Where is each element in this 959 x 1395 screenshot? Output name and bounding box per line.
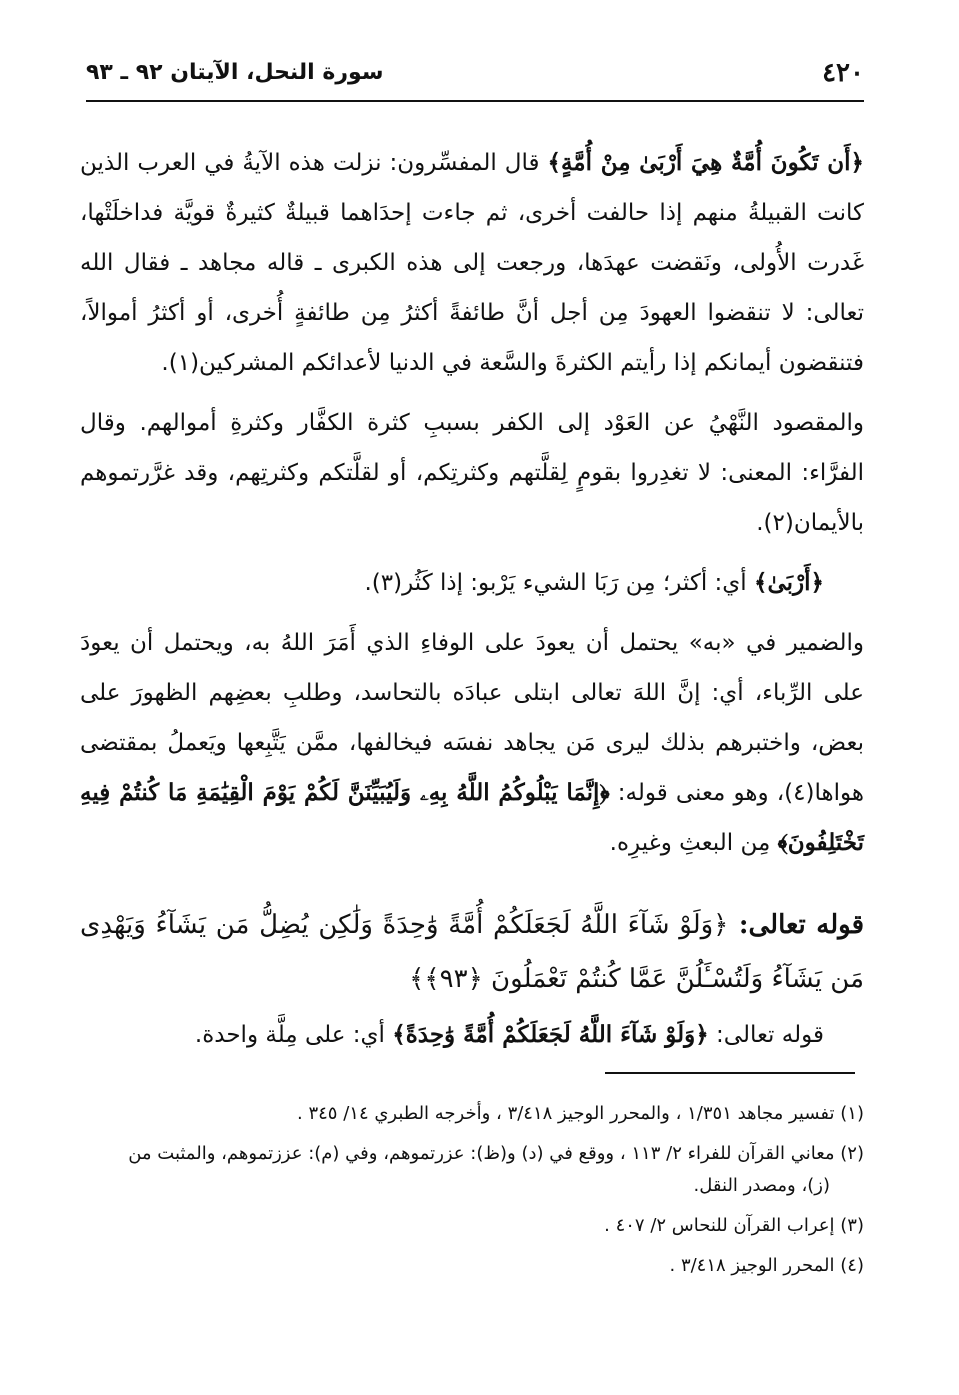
footnote-1 (80, 1098, 864, 1130)
page-header (86, 58, 864, 98)
quran-quote: ﴿أَن تَكُونَ أُمَّةٌ هِيَ أَرْبَىٰ مِنْ أُمَّةٍ﴾ (547, 149, 864, 176)
footnotes (80, 1098, 864, 1290)
footnote-text: (٣) إعراب القرآن للنحاس ٢/ ٤٠٧ . (604, 1215, 864, 1236)
quran-quote: ﴿إِنَّمَا يَبْلُوكُمُ اللَّهُ بِهِۦ وَلَيُبَيِّنَنَّ لَكُمْ يَوْمَ الْقِيَٰمَةِ مَا كُنتُمْ فِيهِ تَخْتَلِفُونَ﴾ (80, 779, 864, 856)
paragraph-1 (80, 138, 864, 388)
paragraph-text: قال المفسِّرون: نزلت هذه الآيةُ في العرب الذين كانت القبيلةُ منهم إذا حالفت أخرى، ثم جاءت إحدَاهما قبيلةٌ كثيرةٌ قويَّة فداخلَتْها، غَدرت الأُولى، ونَقضت عهدَها، ورجعت إلى هذه الكبرى ـ قاله مجاهد ـ فقال الله تعالى: لا تنقضوا العهودَ مِن أجل أنَّ طائفةً أكثرُ مِن طائفةٍ أُخرى، أو أكثرُ أموالاً، فتنقضون أيمانكم إذا رأيتم الكثرةَ والسَّعة في الدنيا لأعدائكم المشركين(١). (80, 150, 864, 376)
verse-note-lead: قوله تعالى: (708, 1022, 824, 1048)
paragraph-2 (80, 398, 864, 548)
page-number: ٤٢٠ (822, 58, 864, 88)
verse-heading-text: ﴿وَلَوْ شَآءَ اللَّهُ لَجَعَلَكُمْ أُمَّةً وَٰحِدَةً وَلَٰكِن يُضِلُّ مَن يَشَآءُ وَيَهْدِى مَن يَشَآءُ وَلَتُسْـَٔلُنَّ عَمَّا كُنتُمْ تَعْمَلُونَ ﴿٩٣﴾﴾ (80, 910, 864, 994)
quran-quote: ﴿أَرْبَىٰ﴾ (753, 569, 824, 596)
footnote-text: (٢) معاني القرآن للفراء ٢/ ١١٣ ، ووقع في (د) و(ظ): عزرتموهم، وفي (م): عززتموهم، والمثبت من (128, 1143, 864, 1164)
verse-heading-lead: قوله تعالى: (728, 910, 865, 940)
verse-heading (80, 898, 864, 1006)
paragraph-3 (80, 558, 864, 608)
verse-commentary (80, 1010, 864, 1060)
paragraph-4 (80, 618, 864, 868)
paragraph-text: والضمير في «به» يحتمل أن يعودَ على الوفاءِ الذي أَمَرَ اللهُ به، ويحتمل أن يعودَ على الرِّباء، أي: إنَّ اللهَ تعالى ابتلى عبادَه بالتحاسد، وطلبِ بعضِهم الظهورَ على بعض، واختبرهم بذلك ليرى مَن يجاهد نفسَه فيخالفها، ممَّن يَتَّبِعها ويَعملُ بمقتضى هواها(٤)، وهو معنى قوله: (80, 630, 865, 806)
footnote-text: (٤) المحرر الوجيز ٣/٤١٨ . (669, 1255, 864, 1276)
footnote-4 (80, 1250, 864, 1282)
footnote-divider (605, 1072, 855, 1074)
header-divider (86, 100, 864, 102)
footnote-text: (١) تفسير مجاهد ١/٣٥١ ، والمحرر الوجيز ٣/٤١٨ ، وأخرجه الطبري ١٤/ ٣٤٥ . (297, 1103, 864, 1124)
footnote-3 (80, 1210, 864, 1242)
paragraph-text: والمقصود النَّهْيُ عن العَوْد إلى الكفر بسببِ كثرة الكفَّار وكثرةِ أموالهم. وقال الفرَّاء: المعنى: لا تغدِروا بقومٍ لِقلَّتهم وكثرتِكم، أو لقلَّتكم وكثرتِهم، وقد غرَّرتموهم بالأيمان(٢). (80, 410, 864, 536)
quran-quote: ﴿وَلَوْ شَآءَ اللَّهُ لَجَعَلَكُمْ أُمَّةً وَٰحِدَةً﴾ (392, 1021, 709, 1048)
footnote-continuation: (ز)، ومصدر النقل. (693, 1175, 830, 1196)
paragraph-text: أي: أكثر؛ مِن رَبَا الشيء يَرْبو: إذا كَثُر(٣). (364, 570, 754, 596)
paragraph-text: مِن البعثِ وغيرِه. (609, 830, 778, 856)
footnote-2 (80, 1138, 864, 1202)
verse-note-text: أي: على مِلَّة واحدة. (194, 1022, 393, 1048)
running-title: سورة النحل، الآيتان ٩٢ ـ ٩٣ (86, 60, 384, 85)
main-text (80, 138, 864, 878)
